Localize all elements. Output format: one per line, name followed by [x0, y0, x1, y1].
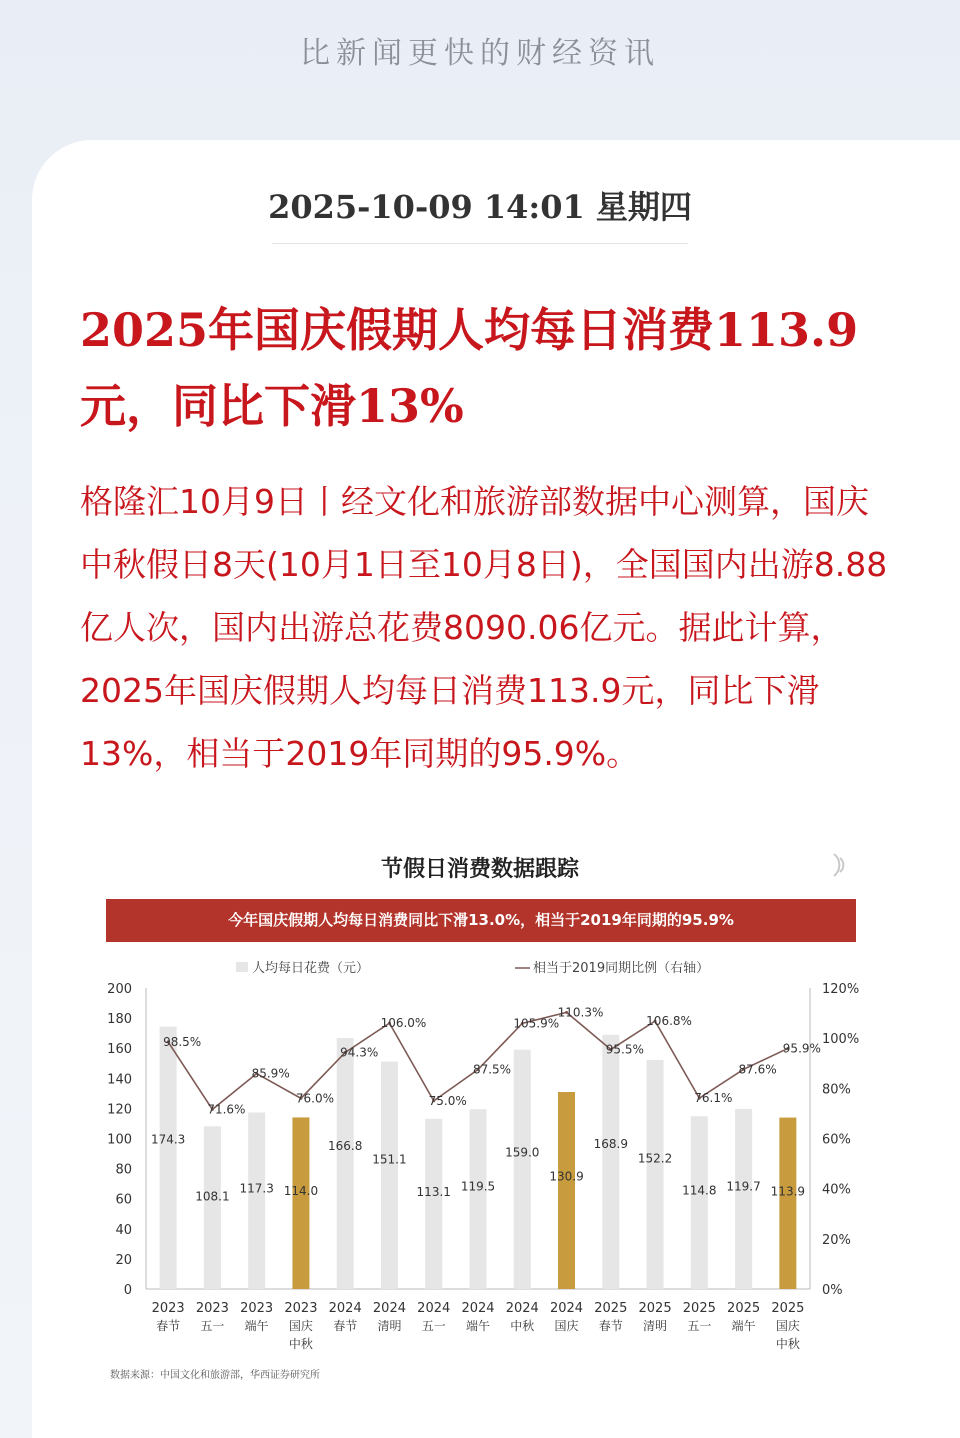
left-axis-tick-label: 0 — [123, 1283, 132, 1298]
right-axis-tick-label: 40% — [822, 1182, 851, 1198]
x-axis-category-label: 中秋 — [288, 1337, 313, 1351]
legend-bar-label: 人均每日花费（元） — [252, 961, 370, 976]
x-axis-category-label: 2025 — [594, 1301, 628, 1316]
right-axis-tick-label: 0% — [822, 1283, 843, 1298]
ratio-value-label: 71.6% — [207, 1102, 246, 1117]
ratio-value-label: 85.9% — [251, 1066, 290, 1081]
x-axis-category-label: 2024 — [372, 1301, 407, 1316]
x-axis-category-label: 五一 — [687, 1319, 712, 1333]
x-axis-category-label: 2023 — [151, 1301, 185, 1316]
left-axis-tick-label: 160 — [107, 1042, 132, 1058]
ratio-value-label: 87.5% — [472, 1062, 512, 1077]
legend-bar-swatch — [236, 962, 248, 972]
x-axis-category-label: 2025 — [771, 1301, 805, 1316]
bar-value-label: 174.3 — [150, 1132, 186, 1147]
ratio-value-label: 110.3% — [557, 1005, 604, 1020]
bar — [647, 1060, 664, 1289]
bar-value-label: 117.3 — [239, 1181, 274, 1196]
x-axis-category-label: 国庆 — [554, 1319, 579, 1333]
bar — [292, 1117, 309, 1289]
left-axis-tick-label: 80 — [115, 1162, 132, 1178]
divider — [272, 243, 688, 244]
x-axis-category-label: 春节 — [598, 1319, 623, 1333]
x-axis-category-label: 清明 — [377, 1319, 402, 1333]
x-axis-category-label: 春节 — [156, 1319, 181, 1333]
chart-banner: 今年国庆假期人均每日消费同比下滑13.0%，相当于2019年同期的95.9% — [106, 899, 856, 942]
bar-value-label: 159.0 — [505, 1145, 540, 1160]
right-axis-tick-label: 120% — [822, 982, 860, 997]
x-axis-category-label: 2025 — [638, 1301, 672, 1316]
bar-value-label: 151.1 — [372, 1152, 407, 1167]
x-axis-category-label: 五一 — [200, 1319, 225, 1333]
data-source-note: 数据来源：中国文化和旅游部，华西证券研究所 — [110, 1370, 320, 1381]
x-axis-category-label: 中秋 — [775, 1337, 800, 1351]
ratio-value-label: 87.6% — [738, 1062, 777, 1077]
chart-title: 节假日消费数据跟踪 — [380, 857, 579, 882]
article-headline: 2025年国庆假期人均每日消费113.9元，同比下滑13% — [80, 303, 859, 433]
app-tagline: 比新闻更快的财经资讯 — [300, 36, 660, 71]
left-axis-tick-label: 120 — [107, 1102, 132, 1118]
bar-value-label: 119.7 — [726, 1179, 761, 1194]
bar-value-label: 114.8 — [682, 1183, 717, 1198]
bar — [558, 1092, 575, 1289]
bar-value-label: 114.0 — [283, 1184, 319, 1199]
x-axis-category-label: 2024 — [417, 1301, 451, 1316]
bar — [735, 1109, 752, 1289]
bar — [337, 1038, 354, 1289]
bar — [779, 1118, 796, 1289]
x-axis-category-label: 国庆 — [775, 1319, 800, 1333]
bar — [160, 1027, 177, 1289]
x-axis-category-label: 端午 — [465, 1319, 491, 1333]
x-axis-category-label: 2024 — [549, 1301, 584, 1316]
x-axis-category-label: 2024 — [328, 1301, 362, 1316]
ratio-value-label: 75.0% — [428, 1093, 467, 1108]
publish-timestamp: 2025-10-09 14:01 星期四 — [268, 188, 692, 226]
x-axis-category-label: 中秋 — [510, 1319, 535, 1333]
left-axis-tick-label: 200 — [107, 982, 132, 997]
ratio-value-label: 105.9% — [513, 1016, 560, 1031]
left-axis-tick-label: 100 — [107, 1132, 132, 1148]
x-axis-category-label: 2025 — [727, 1301, 761, 1316]
bar-value-label: 168.9 — [593, 1137, 628, 1152]
article-body: 格隆汇10月9日丨经文化和旅游部数据中心测算，国庆中秋假日8天(10月1日至10月8日)，全国国内出游8.88亿人次，国内出游总花费8090.06亿元。据此计算，2025年国庆假期人均每日消费113.9元，同比下滑13%，相当于2019年同期的95.9%。 — [80, 482, 888, 773]
x-axis-category-label: 端午 — [731, 1319, 756, 1333]
x-axis-category-label: 春节 — [333, 1319, 358, 1333]
x-axis-category-label: 2024 — [461, 1301, 495, 1316]
bar — [691, 1116, 708, 1289]
bar-value-label: 130.9 — [549, 1169, 584, 1184]
broadcast-icon — [826, 850, 856, 880]
ratio-value-label: 76.0% — [295, 1091, 334, 1106]
left-axis-tick-label: 140 — [107, 1072, 132, 1088]
right-axis-tick-label: 60% — [822, 1132, 851, 1148]
bar — [470, 1109, 487, 1289]
bar — [602, 1035, 619, 1289]
x-axis-category-label: 端午 — [244, 1319, 269, 1333]
ratio-value-label: 106.8% — [646, 1014, 692, 1029]
bar-value-label: 113.9 — [770, 1184, 806, 1199]
bar — [204, 1126, 221, 1289]
x-axis-category-label: 2025 — [682, 1301, 716, 1316]
x-axis-category-label: 国庆 — [288, 1319, 313, 1333]
bar-value-label: 166.8 — [328, 1138, 363, 1153]
x-axis-category-label: 清明 — [643, 1319, 668, 1333]
ratio-value-label: 95.5% — [605, 1042, 644, 1057]
bar-value-label: 152.2 — [637, 1151, 673, 1166]
ratio-value-label: 76.1% — [694, 1091, 733, 1106]
x-axis-category-label: 2023 — [195, 1301, 229, 1316]
bar — [248, 1112, 265, 1289]
x-axis-category-label: 2024 — [505, 1301, 539, 1316]
bar — [381, 1062, 398, 1289]
bar — [425, 1119, 442, 1289]
x-axis-category-label: 2023 — [240, 1301, 274, 1316]
x-axis-category-label: 2023 — [284, 1301, 318, 1316]
ratio-value-label: 106.0% — [380, 1016, 427, 1031]
right-axis-tick-label: 20% — [822, 1232, 851, 1248]
right-axis-tick-label: 100% — [822, 1032, 860, 1048]
right-axis-tick-label: 80% — [822, 1082, 851, 1098]
left-axis-tick-label: 20 — [115, 1252, 132, 1268]
bar-value-label: 113.1 — [416, 1184, 451, 1199]
left-axis-tick-label: 40 — [115, 1222, 132, 1238]
holiday-spending-chart — [0, 950, 960, 1360]
ratio-value-label: 98.5% — [163, 1034, 202, 1049]
bar-value-label: 119.5 — [460, 1179, 496, 1194]
bar-value-label: 108.1 — [195, 1189, 230, 1204]
bar — [514, 1050, 531, 1289]
legend-line-label: 相当于2019同期比例（右轴） — [533, 961, 710, 976]
left-axis-tick-label: 180 — [107, 1012, 132, 1028]
x-axis-category-label: 五一 — [421, 1319, 446, 1333]
left-axis-tick-label: 60 — [115, 1192, 132, 1208]
ratio-value-label: 94.3% — [340, 1045, 379, 1060]
ratio-value-label: 95.9% — [782, 1041, 821, 1056]
